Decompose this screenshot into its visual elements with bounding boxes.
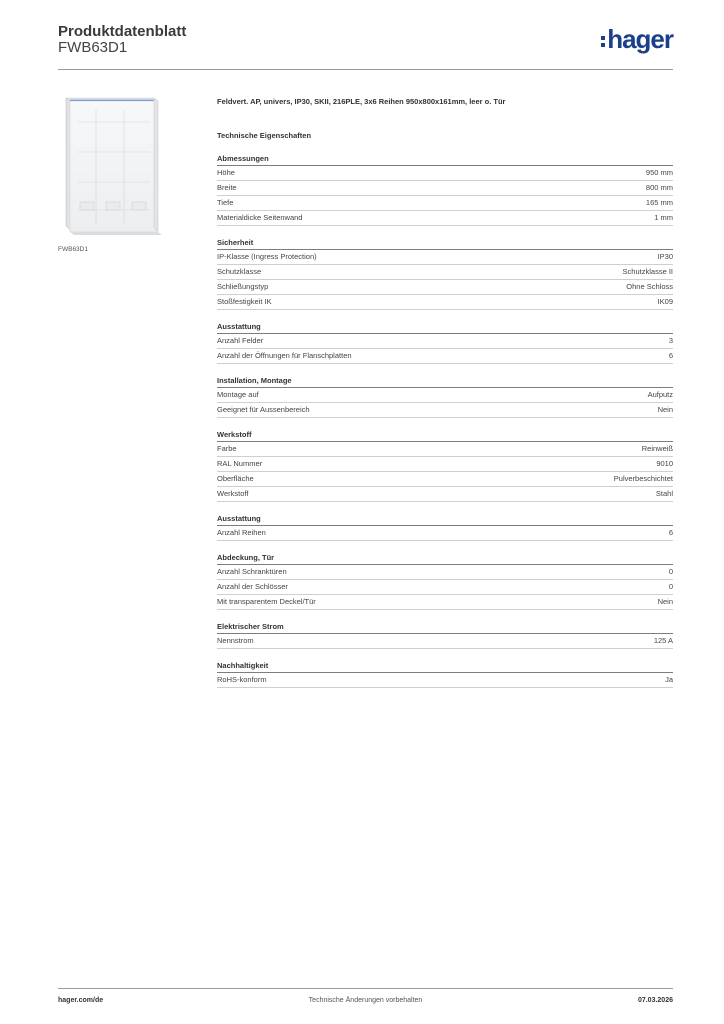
- spec-label: Schließungstyp: [217, 282, 269, 291]
- spec-label: Oberfläche: [217, 474, 254, 483]
- spec-row: [217, 472, 673, 487]
- spec-value: 800 mm: [645, 183, 673, 192]
- section-heading: Technische Eigenschaften: [217, 131, 312, 140]
- spec-row: [217, 334, 673, 349]
- spec-row: [217, 280, 673, 295]
- footer-divider: [58, 988, 673, 989]
- specifications: [217, 96, 673, 688]
- page-footer: [58, 997, 673, 1009]
- spec-group-elektrischer-strom: [217, 621, 673, 649]
- group-title: Ausstattung: [217, 321, 673, 334]
- spec-label: Materialdicke Seitenwand: [217, 213, 303, 222]
- spec-label: Anzahl der Öffnungen für Flanschplatten: [217, 351, 352, 360]
- spec-value: Schutzklasse II: [622, 267, 673, 276]
- spec-group-installation: [217, 375, 673, 418]
- spec-value: Stahl: [655, 489, 673, 498]
- spec-group-nachhaltigkeit: [217, 660, 673, 688]
- spec-group-abmessungen: [217, 153, 673, 226]
- spec-label: RAL Nummer: [217, 459, 263, 468]
- spec-value: 3: [668, 336, 673, 345]
- spec-row: [217, 211, 673, 226]
- spec-value: Nein: [657, 405, 673, 414]
- spec-label: Tiefe: [217, 198, 234, 207]
- spec-label: Stoßfestigkeit IK: [217, 297, 272, 306]
- spec-row: [217, 580, 673, 595]
- group-title: Ausstattung: [217, 513, 673, 526]
- spec-value: Reinweiß: [641, 444, 673, 453]
- spec-label: Montage auf: [217, 390, 259, 399]
- spec-row: [217, 196, 673, 211]
- spec-label: IP-Klasse (Ingress Protection): [217, 252, 317, 261]
- spec-value: 9010: [656, 459, 673, 468]
- spec-label: Werkstoff: [217, 489, 249, 498]
- spec-value: 0: [668, 567, 673, 576]
- spec-row: [217, 388, 673, 403]
- spec-label: Anzahl Schranktüren: [217, 567, 287, 576]
- spec-row: [217, 457, 673, 472]
- spec-value: Nein: [657, 597, 673, 606]
- logo-text: hager: [607, 24, 673, 54]
- spec-label: Anzahl Felder: [217, 336, 264, 345]
- product-image: [58, 92, 205, 239]
- spec-value: Pulverbeschichtet: [613, 474, 673, 483]
- spec-label: Mit transparentem Deckel/Tür: [217, 597, 316, 606]
- group-title: Nachhaltigkeit: [217, 660, 673, 673]
- spec-label: Schutzklasse: [217, 267, 262, 276]
- spec-group-ausstattung-reihen: [217, 513, 673, 541]
- spec-value: Aufputz: [647, 390, 673, 399]
- spec-row: [217, 595, 673, 610]
- spec-value: IK09: [657, 297, 673, 306]
- spec-label: Höhe: [217, 168, 235, 177]
- spec-row: [217, 349, 673, 364]
- spec-row: [217, 487, 673, 502]
- logo-dots-icon: [601, 34, 605, 48]
- spec-value: 6: [668, 351, 673, 360]
- spec-row: [217, 166, 673, 181]
- spec-label: Anzahl der Schlösser: [217, 582, 288, 591]
- spec-row: [217, 442, 673, 457]
- spec-group-abdeckung: [217, 552, 673, 610]
- spec-label: Anzahl Reihen: [217, 528, 266, 537]
- spec-row: [217, 250, 673, 265]
- hager-logo: [601, 25, 673, 53]
- group-title: Sicherheit: [217, 237, 673, 250]
- document-title: Produktdatenblatt: [58, 23, 187, 40]
- spec-row: [217, 634, 673, 649]
- spec-row: [217, 565, 673, 580]
- footer-website-link[interactable]: hager.com/de: [58, 997, 104, 1004]
- group-title: Werkstoff: [217, 429, 673, 442]
- spec-value: 6: [668, 528, 673, 537]
- spec-row: [217, 403, 673, 418]
- page-header: [58, 20, 673, 70]
- spec-value: IP30: [657, 252, 673, 261]
- group-title: Abmessungen: [217, 153, 673, 166]
- spec-group-sicherheit: [217, 237, 673, 310]
- spec-value: Ohne Schloss: [626, 282, 673, 291]
- spec-label: Nennstrom: [217, 636, 254, 645]
- spec-value: 1 mm: [654, 213, 673, 222]
- spec-row: [217, 265, 673, 280]
- group-title: Elektrischer Strom: [217, 621, 673, 634]
- spec-label: Farbe: [217, 444, 237, 453]
- product-code: FWB63D1: [58, 39, 128, 56]
- product-description: Feldvert. AP, univers, IP30, SKII, 216PLE, 3x6 Reihen 950x800x161mm, leer o. Tür: [217, 97, 506, 106]
- group-title: Abdeckung, Tür: [217, 552, 673, 565]
- header-divider: [58, 69, 673, 70]
- group-title: Installation, Montage: [217, 375, 673, 388]
- spec-value: 165 mm: [645, 198, 673, 207]
- spec-label: RoHS-konform: [217, 675, 267, 684]
- spec-value: 0: [668, 582, 673, 591]
- spec-row: [217, 181, 673, 196]
- spec-label: Geeignet für Aussenbereich: [217, 405, 310, 414]
- spec-value: 950 mm: [645, 168, 673, 177]
- spec-row: [217, 526, 673, 541]
- spec-group-werkstoff: [217, 429, 673, 502]
- spec-row: [217, 295, 673, 310]
- spec-label: Breite: [217, 183, 237, 192]
- spec-value: 125 A: [653, 636, 673, 645]
- image-caption: FWB63D1: [58, 246, 88, 253]
- spec-row: [217, 673, 673, 688]
- spec-group-ausstattung: [217, 321, 673, 364]
- spec-value: Ja: [665, 675, 673, 684]
- footer-date: 07.03.2026: [637, 997, 673, 1004]
- footer-notice: Technische Änderungen vorbehalten: [308, 997, 423, 1004]
